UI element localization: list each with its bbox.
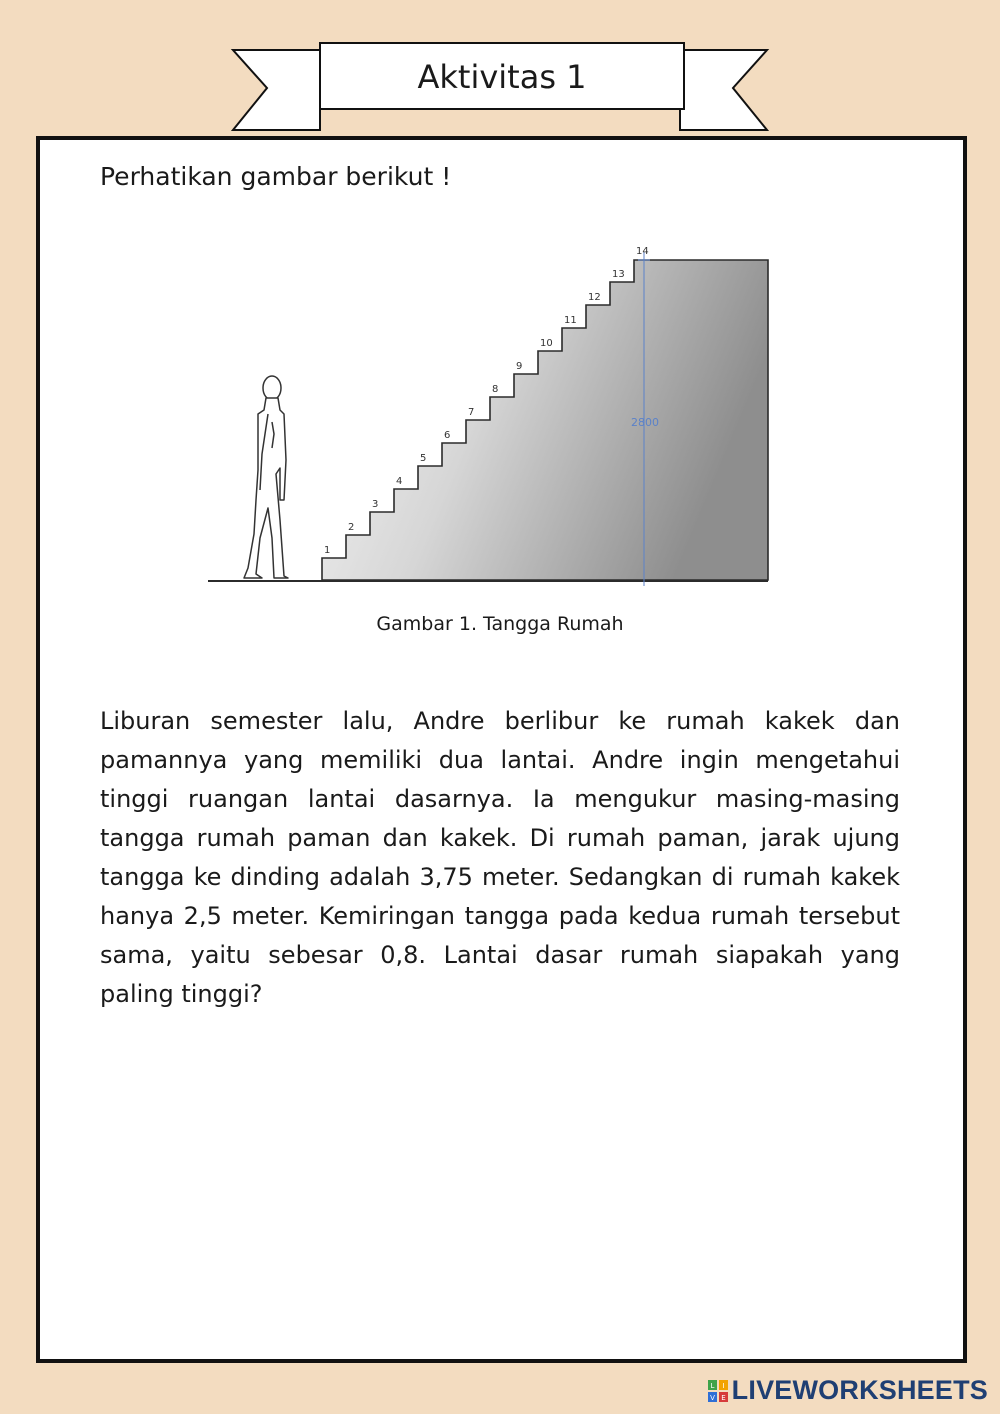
- figure-caption: Gambar 1. Tangga Rumah: [376, 613, 624, 635]
- step-label: 13: [612, 269, 625, 280]
- step-label: 14: [636, 246, 649, 257]
- ribbon-right-tail: [680, 50, 767, 130]
- page-title: Aktivitas 1: [417, 58, 587, 96]
- logo-letter: I: [722, 1381, 725, 1390]
- step-label: 3: [372, 499, 379, 510]
- step-label: 2: [348, 522, 355, 533]
- man-figure: [244, 376, 288, 578]
- step-label: 11: [564, 315, 577, 326]
- logo-letter: V: [709, 1393, 715, 1402]
- staircase-figure: [200, 238, 780, 590]
- logo-letter: E: [720, 1393, 726, 1402]
- instruction-text: Perhatikan gambar berikut !: [100, 162, 452, 191]
- step-label: 7: [468, 407, 475, 418]
- logo-letter: L: [710, 1381, 715, 1390]
- ribbon-left-tail: [233, 50, 320, 130]
- step-label: 1: [324, 545, 331, 556]
- step-label: 8: [492, 384, 499, 395]
- liveworksheets-logo-icon: [708, 1380, 728, 1402]
- problem-paragraph: Liburan semester lalu, Andre berlibur ke rumah kakek dan pamannya yang memiliki dua lantai. Andre ingin mengetahui tinggi ruangan lantai dasarnya. Ia mengukur masing-masing tangga rumah paman dan kakek. Di rumah paman, jarak ujung tangga ke dinding adalah 3,75 meter. Sedangkan di rumah kakek hanya 2,5 meter. Kemiringan tangga pada kedua rumah tersebut sama, yaitu sebesar 0,8. Lantai dasar rumah siapakah yang paling tinggi?: [100, 707, 900, 1008]
- staircase-shape: [322, 260, 768, 580]
- step-label: 12: [588, 292, 601, 303]
- brand-name: LIVEWORKSHEETS: [731, 1375, 988, 1405]
- step-label: 9: [516, 361, 523, 372]
- step-label: 6: [444, 430, 451, 441]
- height-label: 2800: [631, 416, 659, 429]
- liveworksheets-watermark: [708, 1375, 988, 1406]
- step-label: 4: [396, 476, 403, 487]
- step-label: 5: [420, 453, 427, 464]
- step-label: 10: [540, 338, 553, 349]
